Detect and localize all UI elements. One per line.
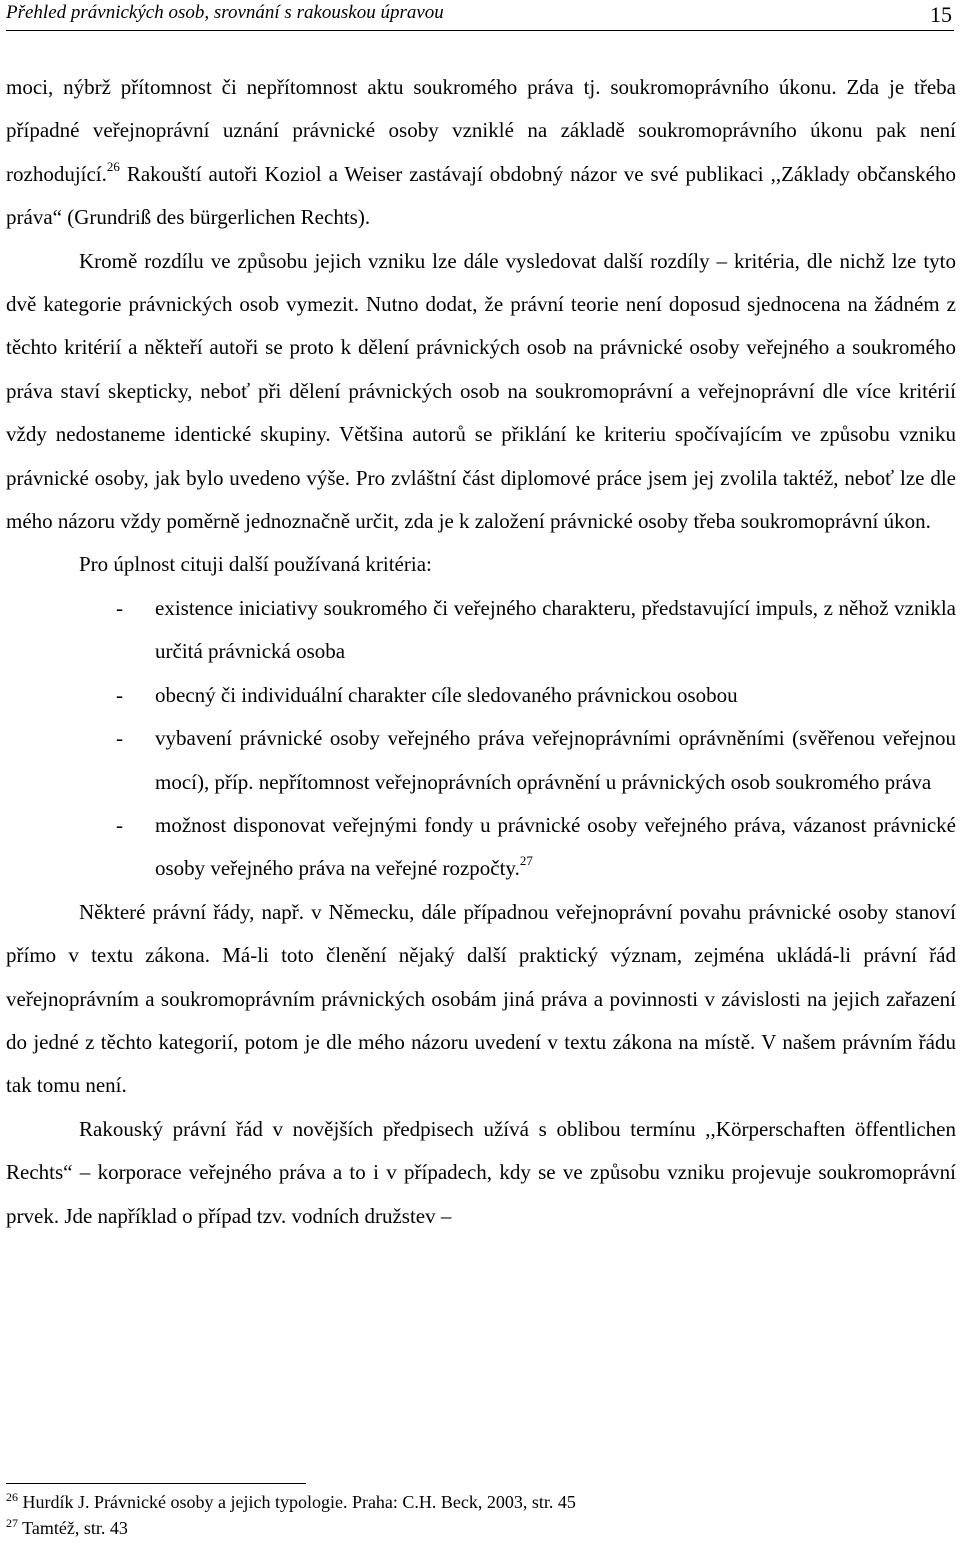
footnote-number: 27 bbox=[6, 1516, 18, 1530]
criteria-item bbox=[6, 674, 956, 717]
footnote-ref-27: 27 bbox=[519, 853, 533, 869]
criteria-list bbox=[6, 587, 956, 891]
page-number: 15 bbox=[930, 2, 952, 27]
criteria-item-text: možnost disponovat veřejnými fondy u právnické osoby veřejného práva, vázanost právnické osoby veřejného práva na veřejné rozpočty. bbox=[155, 812, 956, 881]
list-dash: - bbox=[116, 812, 123, 837]
criteria-item-text: vybavení právnické osoby veřejného práva veřejnoprávními oprávněními (svěřenou veřejnou mocí), příp. nepřítomnost veřejnoprávních oprávnění u právnických osob soukromého práva bbox=[155, 726, 956, 794]
paragraph-1-text-a: moci, nýbrž přítomnost či nepřítomnost aktu soukromého práva tj. soukromoprávního úkonu. Zda je třeba případné veřejnoprávní uznání právnické osoby vzniklé na základě soukromoprávního úkonu pak není rozhodující. bbox=[6, 75, 956, 186]
header-title: Přehled právnických osob, srovnání s rakouskou úpravou bbox=[6, 2, 444, 23]
footnote-ref-26: 26 bbox=[106, 158, 120, 174]
list-dash: - bbox=[116, 682, 123, 707]
footnote-27 bbox=[6, 1515, 946, 1541]
paragraph-5: Rakouský právní řád v novějších předpisech užívá s oblibou termínu ,,Körperschaften öffentlichen Rechts“ – korporace veřejného práva a to i v případech, kdy se ve způsobu vzniku projevuje soukromoprávní prvek. Jde například o případ tzv. vodních družstev – bbox=[6, 1116, 956, 1228]
footnotes bbox=[6, 1489, 946, 1541]
body-text bbox=[6, 66, 956, 1238]
list-dash: - bbox=[116, 595, 123, 620]
criteria-item bbox=[6, 804, 956, 891]
criteria-item-text: existence iniciativy soukromého či veřejného charakteru, představující impuls, z něhož vznikla určitá právnická osoba bbox=[155, 595, 956, 664]
running-header bbox=[6, 0, 954, 31]
criteria-item bbox=[6, 587, 956, 674]
footnote-number: 26 bbox=[6, 1490, 18, 1504]
footnote-divider bbox=[6, 1483, 306, 1484]
paragraph-4: Některé právní řády, např. v Německu, dále případnou veřejnoprávní povahu právnické osoby stanoví přímo v textu zákona. Má-li toto členění nějaký další praktický význam, zejména ukládá-li právní řád veřejnoprávním a soukromoprávním právnických osobám jiná práva a povinnosti v závislosti na jejich zařazení do jedné z těchto kategorií, potom je dle mého názoru uvedení v textu zákona na místě. V našem právním řádu tak tomu není. bbox=[6, 899, 956, 1098]
footnote-26 bbox=[6, 1489, 946, 1515]
criteria-item bbox=[6, 717, 956, 804]
paragraph-1-text-b: Rakouští autoři Koziol a Weiser zastávají obdobný názor ve své publikaci ,,Základy občanského práva“ (Grundriß des bürgerlichen Rechts). bbox=[6, 161, 956, 230]
footnote-text: Tamtéž, str. 43 bbox=[18, 1518, 128, 1538]
criteria-intro: Pro úplnost cituji další používaná kritéria: bbox=[79, 552, 432, 577]
paragraph-1 bbox=[6, 66, 956, 240]
list-dash: - bbox=[116, 726, 123, 751]
criteria-item-text: obecný či individuální charakter cíle sledovaného právnickou osobou bbox=[155, 682, 738, 707]
footnote-text: Hurdík J. Právnické osoby a jejich typologie. Praha: C.H. Beck, 2003, str. 45 bbox=[18, 1492, 576, 1512]
paragraph-2: Kromě rozdílu ve způsobu jejich vzniku lze dále vysledovat další rozdíly – kritéria, dle nichž lze tyto dvě kategorie právnických osob vymezit. Nutno dodat, že právní teorie není doposud sjednocena na žádném z těchto kritérií a někteří autoři se proto k dělení právnických osob na právnické osoby veřejného a soukromého práva staví skepticky, neboť při dělení právnických osob na soukromoprávní a veřejnoprávní dle více kritérií vždy nedostaneme identické skupiny. Většina autorů se přiklání ke kriteriu spočívajícím ve způsobu vzniku právnické osoby, jak bylo uvedeno výše. Pro zvláštní část diplomové práce jsem jej zvolila taktéž, neboť lze dle mého názoru vždy poměrně jednoznačně určit, zda je k založení právnické osoby třeba soukromoprávní úkon. bbox=[6, 248, 956, 534]
